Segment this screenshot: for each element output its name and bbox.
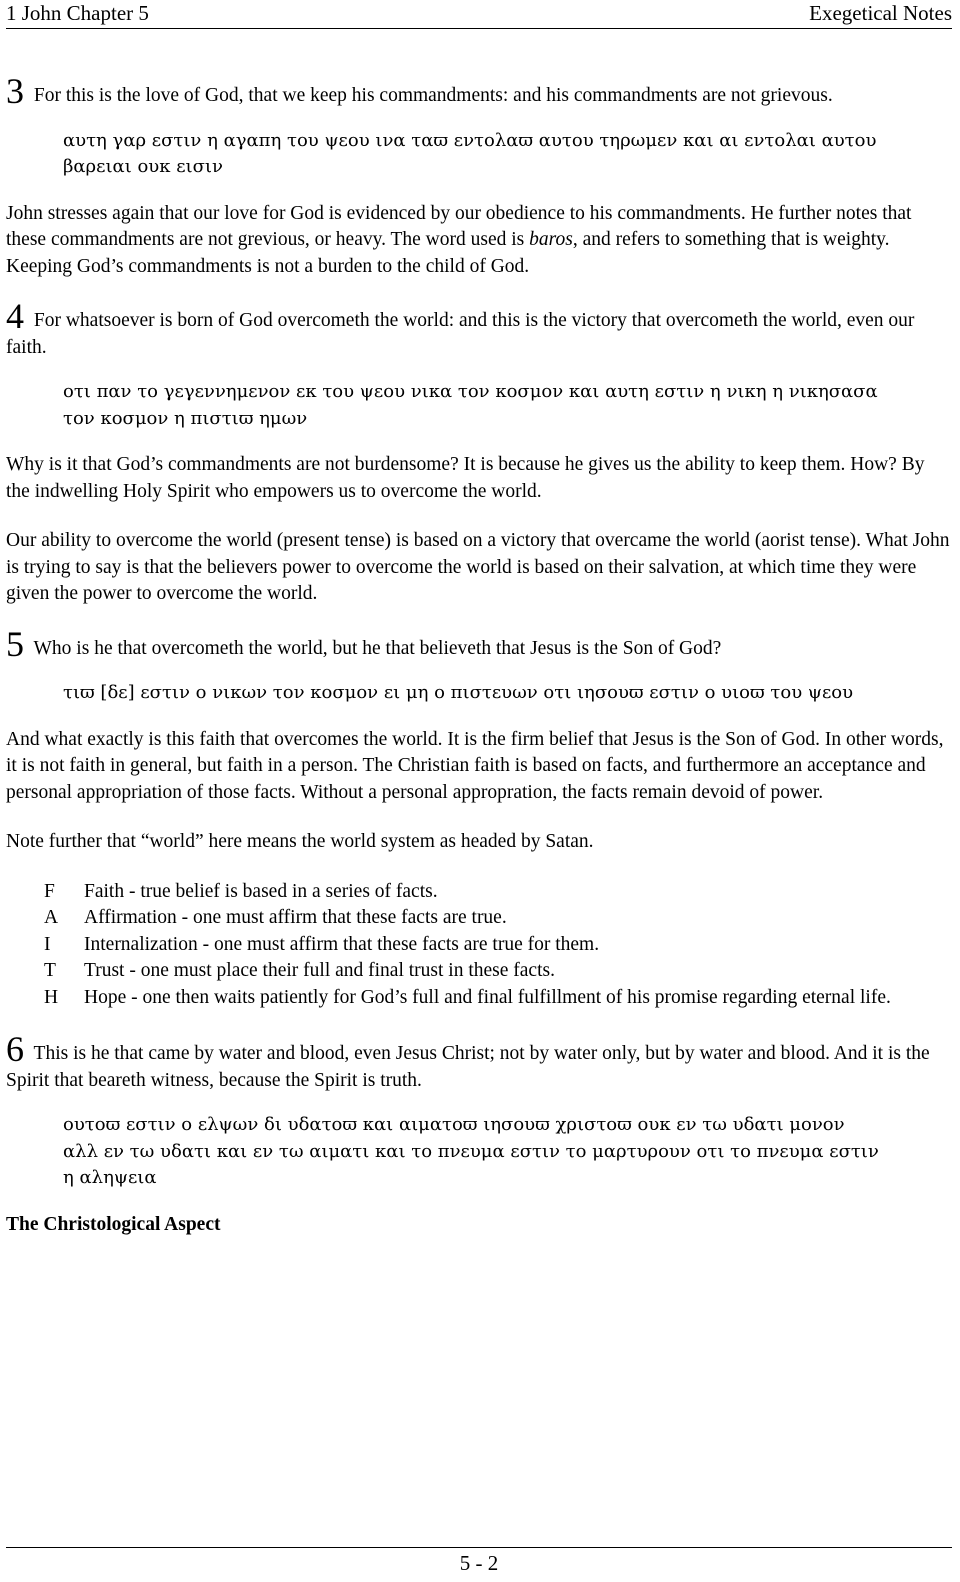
greek-text: ουτοϖ εστιν ο ελψων δι υδατοϖ και αιματοϖ ιησουϖ χριστοϖ ουκ εν τω υδατι μονον αλλ εν τω υδατι και εν τω αιματι και το πνευμα εστιν το μαρτυρουν οτι το πνευμα εστιν η αληψεια <box>63 1114 879 1188</box>
commentary-paragraph <box>6 201 951 281</box>
greek-text: οτι παν το γεγεννημενον εκ του ψεου νικα τον κοσμον και αυτη εστιν η νικη η νικησασα τον κοσμον η πιστιϖ ημων <box>63 381 878 429</box>
list-item <box>44 958 951 985</box>
verse-number: 6 <box>6 1029 24 1069</box>
page-number: 5 - 2 <box>459 1551 499 1575</box>
commentary-paragraph: And what exactly is this faith that overcomes the world. It is the firm belief that Jesus is the Son of God. In other words, it is not faith in general, but faith in a person. The Christian faith is based on facts, and furthermore an acceptance and personal appropriation of those facts. Without a personal appropration, the facts remain devoid of power. <box>6 728 944 803</box>
running-header <box>6 0 952 29</box>
commentary-text: John stresses again that our love for God is evidenced by our obedience to his commandments. He further notes that these commandments are not grevious, or heavy. The word used is <box>6 202 912 250</box>
verse-4 <box>6 296 951 361</box>
acrostic-text: Hope - one then waits patiently for God’s full and final fulfillment of his promise regarding eternal life. <box>84 986 891 1008</box>
commentary-paragraph: Note further that “world” here means the world system as headed by Satan. <box>6 831 594 852</box>
verse-text: For this is the love of God, that we keep his commandments: and his commandments are not grievous. <box>33 85 833 106</box>
faith-acrostic-list <box>44 879 951 1012</box>
verse-number: 5 <box>6 623 24 664</box>
acrostic-letter: A <box>44 907 59 928</box>
acrostic-letter: H <box>44 986 59 1008</box>
greek-text: αυτη γαρ εστιν η αγαπη του ψεου ινα ταϖ εντολαϖ αυτου τηρωμεν και αι εντολαι αυτου βαρειαι ουκ εισιν <box>63 129 877 177</box>
acrostic-text: Affirmation - one must affirm that these facts are true. <box>84 907 507 928</box>
greek-text: τιϖ [δε] εστιν ο νικων τον κοσμον ει μη ο πιστευων οτι ιησουϖ εστιν ο υιοϖ του ψεου <box>63 682 854 703</box>
commentary-greek-word: baros <box>529 229 573 250</box>
header-chapter-title: 1 John Chapter 5 <box>6 1 149 25</box>
commentary-paragraph: Our ability to overcome the world (present tense) is based on a victory that overcame the world (aorist tense). What John is trying to say is that the believers power to overcome the world is based on their salvation, at which time they were given the power to overcome the world. <box>6 530 950 604</box>
verse-number: 4 <box>6 296 24 336</box>
verse-5 <box>6 623 951 664</box>
commentary-text: , and refers to something that is weighty. Keeping God’s commandments is not a burden to the child of God. <box>6 229 890 277</box>
header-section-title: Exegetical Notes <box>809 1 952 25</box>
verse-number: 3 <box>6 71 24 111</box>
list-item <box>44 985 951 1012</box>
list-item <box>44 932 951 959</box>
acrostic-text: Trust - one must place their full and final trust in these facts. <box>84 960 555 981</box>
list-item <box>44 879 951 906</box>
page-footer <box>6 1547 952 1576</box>
commentary-paragraph: Why is it that God’s commandments are not burdensome? It is because he gives us the ability to keep them. How? By the indwelling Holy Spirit who empowers us to overcome the world. <box>6 454 925 502</box>
acrostic-letter: T <box>44 960 56 981</box>
section-heading: The Christological Aspect <box>6 1213 221 1235</box>
acrostic-letter: I <box>44 933 51 955</box>
page-content <box>6 71 951 1238</box>
acrostic-letter: F <box>44 880 55 902</box>
verse-text: For whatsoever is born of God overcometh the world: and this is the victory that overcometh the world, even our faith. <box>6 310 915 358</box>
acrostic-text: Internalization - one must affirm that these facts are true for them. <box>84 933 600 955</box>
verse-3 <box>6 71 951 111</box>
verse-6 <box>6 1029 951 1094</box>
list-item <box>44 905 951 932</box>
verse-text: Who is he that overcometh the world, but he that believeth that Jesus is the Son of God? <box>33 637 722 659</box>
acrostic-text: Faith - true belief is based in a series of facts. <box>84 880 438 902</box>
verse-text: This is he that came by water and blood, even Jesus Christ; not by water only, but by water and blood. And it is the Spirit that beareth witness, because the Spirit is truth. <box>6 1043 930 1091</box>
